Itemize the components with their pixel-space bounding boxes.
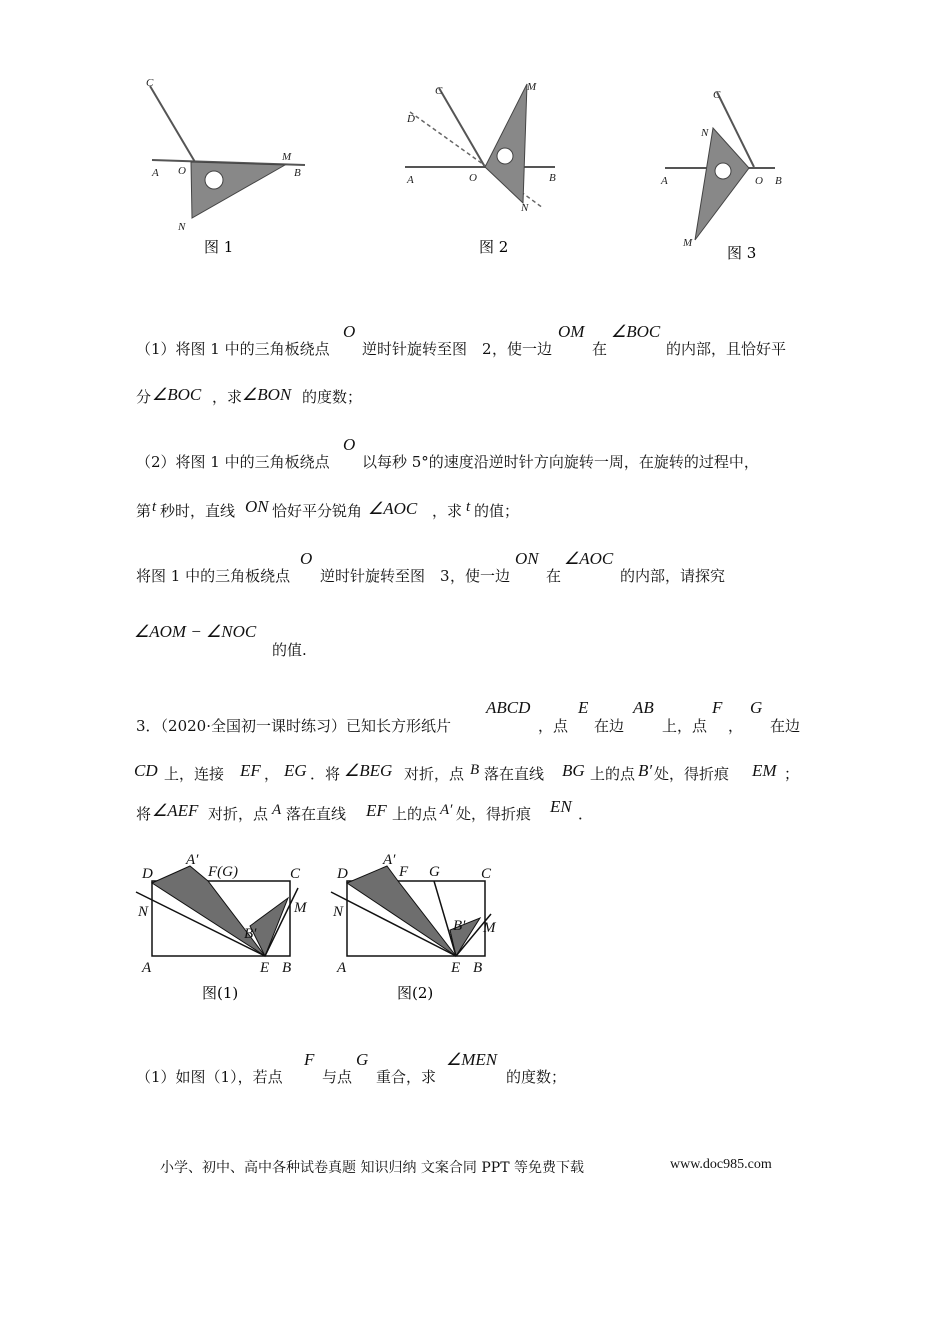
q1-angle-BOC: ∠BOC — [611, 322, 661, 341]
point-label-B: B — [473, 960, 483, 976]
p3q1-point-F: F — [304, 1050, 315, 1069]
q3-text-6: 的值. — [272, 641, 307, 659]
point-label-B: B — [775, 175, 782, 187]
point-label-M: M — [683, 237, 693, 249]
q3-text-3: ，使一边 — [450, 567, 511, 585]
figure-2 — [395, 70, 575, 270]
point-label-A: A — [142, 960, 152, 976]
point-label-A: A — [337, 960, 347, 976]
point-label-G: G — [429, 864, 440, 880]
q1-text-2: 逆时针旋转至图 — [362, 340, 468, 358]
point-label-Bprime: B′ — [453, 918, 466, 934]
point-label-N: N — [521, 202, 529, 214]
q1-segment-OM: OM — [558, 322, 585, 341]
p3-text-4: 上，点 — [662, 717, 708, 735]
point-label-B: B — [294, 167, 301, 179]
q2-var-t-2: t — [466, 499, 471, 515]
q3-text-4: 在 — [546, 567, 562, 585]
q2-point-O: O — [343, 435, 356, 454]
p3-crease-EN: EN — [550, 797, 572, 816]
q1-text-3: ，使一边 — [492, 340, 553, 358]
rect-figure-1 — [130, 848, 320, 1008]
p3q1-text-4: 的度数； — [506, 1068, 567, 1086]
q2-text-5: 恰好平分锐角 — [272, 502, 363, 520]
rect-figure-2-caption: 图(2) — [397, 984, 434, 1002]
p3-point-Aprime: A′ — [440, 802, 453, 818]
p3-segment-EG: EG — [284, 761, 307, 780]
p3q1-text-1: （1）如图（1），若点 — [136, 1068, 283, 1086]
q1-text-1: （1）将图 1 中的三角板绕点 — [136, 340, 330, 358]
q3-text-1: 将图 1 中的三角板绕点 — [136, 567, 291, 585]
p3-rect-ABCD: ABCD — [486, 698, 531, 717]
p3-text-8: ， — [264, 765, 280, 783]
point-label-C: C — [290, 866, 301, 882]
q2-text-4: 秒时，直线 — [160, 502, 236, 520]
p3-segment-EF: EF — [240, 761, 261, 780]
p3q1-text-3: 重合，求 — [376, 1068, 437, 1086]
q2-text-6: ，求 — [432, 502, 463, 520]
q1-point-O: O — [343, 322, 356, 341]
q1-text-5: 的内部，且恰好平 — [666, 340, 787, 358]
point-label-C: C — [713, 89, 721, 101]
p3-text-5: ， — [728, 717, 744, 735]
p3-text-11: 落在直线 — [484, 765, 545, 783]
point-label-Aprime: A′ — [186, 852, 199, 868]
point-label-M: M — [294, 900, 307, 916]
point-label-C: C — [146, 77, 154, 89]
point-label-E: E — [451, 960, 461, 976]
footer-url[interactable]: www.doc985.com — [670, 1157, 772, 1172]
p3-text-15: 将 — [136, 805, 152, 823]
p3-text-10: 对折，点 — [404, 765, 465, 783]
p3-crease-EM: EM — [752, 761, 777, 780]
point-label-C: C — [481, 866, 492, 882]
q1-text-8: 的度数； — [302, 388, 363, 406]
point-label-N: N — [701, 127, 709, 139]
p3-point-B: B — [470, 762, 480, 778]
p3-text-17: 落在直线 — [286, 805, 347, 823]
q1-angle-BOC-2: ∠BOC — [152, 385, 202, 404]
p3q1-text-2: 与点 — [322, 1068, 353, 1086]
p3-angle-BEG: ∠BEG — [344, 761, 393, 780]
q2-var-t: t — [152, 499, 157, 515]
q3-segment-ON: ON — [515, 549, 539, 568]
p3-text-6: 在边 — [770, 717, 801, 735]
q2-text-1: （2）将图 1 中的三角板绕点 — [136, 453, 330, 471]
p3-text-2: ，点 — [538, 717, 569, 735]
p3-text-20: ． — [578, 805, 594, 823]
p3-text-12: 上的点 — [590, 765, 636, 783]
p3-line-EF: EF — [366, 801, 387, 820]
q3-text-2: 逆时针旋转至图 — [320, 567, 426, 585]
q2-text-7: 的值； — [474, 502, 520, 520]
point-label-Aprime: A′ — [383, 852, 396, 868]
q3-text-fig: 3 — [440, 567, 450, 585]
p3-text-9: ．将 — [310, 765, 341, 783]
q3-angle-AOC: ∠AOC — [564, 549, 614, 568]
figure-1 — [140, 70, 320, 270]
p3q1-angle-MEN: ∠MEN — [446, 1050, 498, 1069]
p3-angle-AEF: ∠AEF — [152, 801, 199, 820]
p3-line-BG: BG — [562, 761, 585, 780]
figure-2-caption: 图 2 — [479, 238, 509, 256]
point-label-M: M — [483, 920, 496, 936]
figure-1-caption: 图 1 — [204, 238, 234, 256]
p3-text-1: 3．（2020·全国初一课时练习）已知长方形纸片 — [136, 717, 451, 735]
q2-text-2: 以每秒 5°的速度沿逆时针方向旋转一周，在旋转的过程中， — [362, 453, 759, 471]
p3-side-AB: AB — [633, 698, 654, 717]
point-label-N: N — [138, 904, 149, 920]
point-label-M: M — [282, 151, 292, 163]
rect-figure-1-caption: 图(1) — [202, 984, 239, 1002]
point-label-O: O — [755, 175, 763, 187]
p3-text-3: 在边 — [594, 717, 625, 735]
p3-text-7: 上，连接 — [164, 765, 225, 783]
p3-point-E: E — [578, 698, 589, 717]
q3-expression: ∠AOM − ∠NOC — [134, 622, 257, 641]
point-label-M: M — [527, 81, 537, 93]
point-label-D: D — [142, 866, 153, 882]
q2-angle-AOC: ∠AOC — [368, 499, 418, 518]
footer-ad-text: 小学、初中、高中各种试卷真题 知识归纳 文案合同 PPT 等免费下载 — [160, 1160, 584, 1176]
q3-text-5: 的内部，请探究 — [620, 567, 726, 585]
p3q1-point-G: G — [356, 1050, 369, 1069]
p3-point-G: G — [750, 698, 763, 717]
point-label-A: A — [407, 174, 414, 186]
p3-text-18: 上的点 — [392, 805, 438, 823]
p3-text-13: 处，得折痕 — [654, 765, 730, 783]
figure-3 — [655, 80, 795, 270]
p3-point-Bprime: B′ — [638, 761, 653, 780]
p3-side-CD: CD — [134, 761, 158, 780]
point-label-F: F — [399, 864, 409, 880]
q1-text-7: ，求 — [212, 388, 243, 406]
p3-text-16: 对折，点 — [208, 805, 269, 823]
q1-text-4: 在 — [592, 340, 608, 358]
point-label-N: N — [178, 221, 186, 233]
point-label-B: B — [282, 960, 292, 976]
point-label-C: C — [435, 85, 443, 97]
point-label-D: D — [407, 113, 415, 125]
p3-text-19: 处，得折痕 — [456, 805, 532, 823]
p3-point-A: A — [272, 802, 282, 818]
q1-angle-BON: ∠BON — [242, 385, 292, 404]
point-label-O: O — [469, 172, 477, 184]
p3-text-14: ； — [784, 765, 800, 783]
point-label-FG: F(G) — [208, 864, 238, 880]
q2-text-3: 第 — [136, 502, 152, 520]
q2-line-ON: ON — [245, 497, 269, 516]
point-label-O: O — [178, 165, 186, 177]
q1-text-fig: 2 — [482, 340, 492, 358]
point-label-N: N — [333, 904, 344, 920]
rect-figure-2 — [325, 848, 515, 1008]
figure-3-caption: 图 3 — [727, 244, 757, 262]
p3-point-F: F — [712, 698, 723, 717]
point-label-Bprime: B′ — [244, 926, 257, 942]
point-label-E: E — [260, 960, 270, 976]
point-label-A: A — [152, 167, 159, 179]
q3-point-O: O — [300, 549, 313, 568]
point-label-B: B — [549, 172, 556, 184]
point-label-A: A — [661, 175, 668, 187]
point-label-D: D — [337, 866, 348, 882]
q1-text-6: 分 — [136, 388, 152, 406]
